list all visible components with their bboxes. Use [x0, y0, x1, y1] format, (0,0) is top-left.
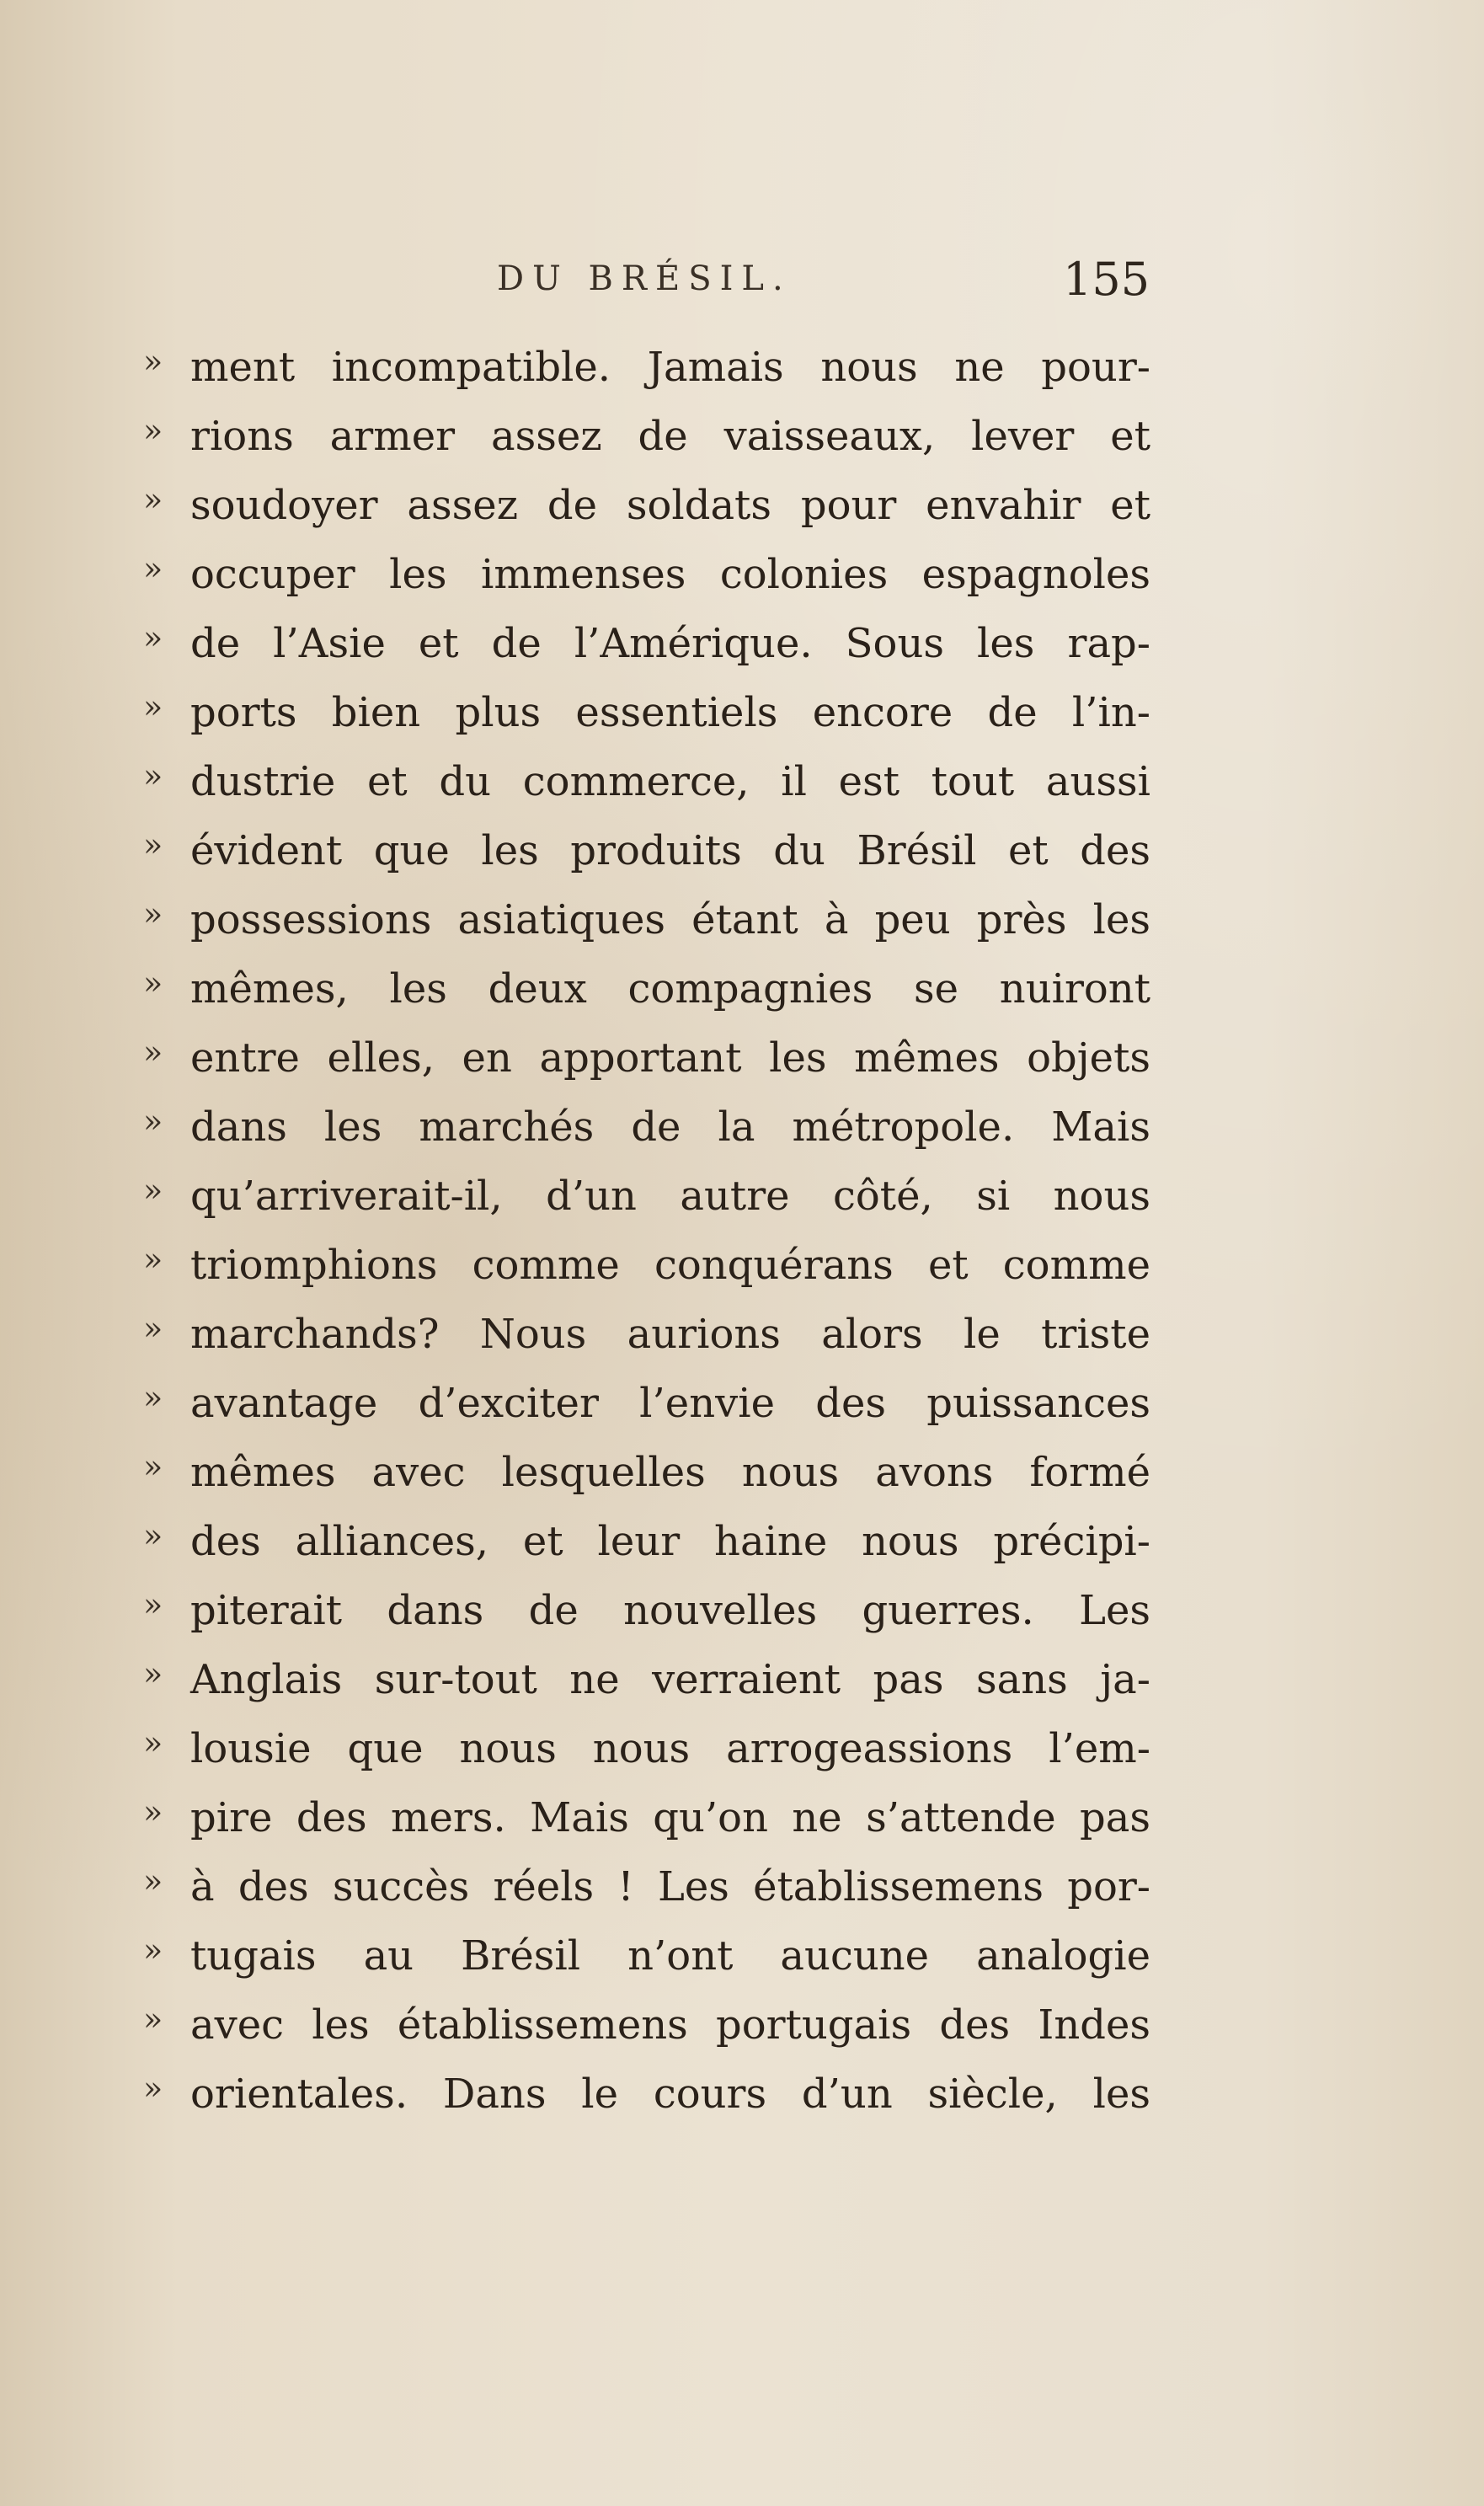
quote-mark: » [143, 1793, 163, 1830]
line-text: mêmes avec lesquelles nous avons formé [190, 1449, 1150, 1496]
text-line [143, 1714, 1154, 1783]
line-text: dans les marchés de la métropole. Mais [190, 1103, 1150, 1151]
line-text: mêmes, les deux compagnies se nuiront [190, 965, 1150, 1013]
quote-mark: » [143, 757, 163, 794]
text-line [143, 609, 1154, 678]
text-line [143, 333, 1154, 402]
text-line [143, 2060, 1154, 2129]
line-text: à des succès réels ! Les établissemens por- [190, 1863, 1150, 1910]
line-text: évident que les produits du Brésil et des [190, 827, 1150, 874]
line-text: ment incompatible. Jamais nous ne pour- [190, 344, 1150, 391]
quote-mark: » [143, 619, 163, 656]
text-line [143, 1783, 1154, 1852]
line-text: occuper les immenses colonies espagnoles [190, 551, 1150, 598]
quote-mark: » [143, 2070, 163, 2107]
text-line [143, 1093, 1154, 1162]
text-line [143, 1852, 1154, 1921]
line-text: des alliances, et leur haine nous précipi- [190, 1518, 1150, 1565]
quote-mark: » [143, 1103, 163, 1140]
line-text: marchands? Nous aurions alors le triste [190, 1311, 1150, 1358]
text-line [143, 1645, 1154, 1714]
page-header [0, 253, 1484, 320]
text-line [143, 1369, 1154, 1438]
text-line [143, 471, 1154, 540]
line-text: ports bien plus essentiels encore de l’in- [190, 689, 1150, 736]
quote-mark: » [143, 2001, 163, 2038]
quote-mark: » [143, 1310, 163, 1347]
quote-mark: » [143, 481, 163, 518]
line-text: tugais au Brésil n’ont aucune analogie [190, 1932, 1150, 1980]
quote-mark: » [143, 1724, 163, 1761]
body-text [143, 333, 1154, 2129]
quote-mark: » [143, 895, 163, 932]
quote-mark: » [143, 1172, 163, 1209]
quote-mark: » [143, 1448, 163, 1485]
text-line [143, 1576, 1154, 1645]
quote-mark: » [143, 1241, 163, 1278]
line-text: entre elles, en apportant les mêmes objets [190, 1034, 1150, 1082]
quote-mark: » [143, 550, 163, 587]
line-text: piterait dans de nouvelles guerres. Les [190, 1587, 1150, 1634]
quote-mark: » [143, 1932, 163, 1969]
line-text: avec les établissemens portugais des Indes [190, 2001, 1150, 2049]
quote-mark: » [143, 1655, 163, 1692]
quote-mark: » [143, 1034, 163, 1071]
quote-mark: » [143, 826, 163, 863]
text-line [143, 747, 1154, 816]
running-title: DU BRÉSIL. [497, 259, 792, 298]
text-line [143, 678, 1154, 747]
quote-mark: » [143, 343, 163, 380]
text-line [143, 1162, 1154, 1231]
line-text: triomphions comme conquérans et comme [190, 1242, 1150, 1289]
line-text: lousie que nous nous arrogeassions l’em- [190, 1725, 1150, 1772]
text-line [143, 816, 1154, 885]
text-line [143, 1300, 1154, 1369]
line-text: avantage d’exciter l’envie des puissances [190, 1380, 1150, 1427]
line-text: rions armer assez de vaisseaux, lever et [190, 413, 1150, 460]
line-text: soudoyer assez de soldats pour envahir et [190, 482, 1150, 529]
text-line [143, 1023, 1154, 1093]
page-number: 155 [1063, 253, 1150, 306]
text-line [143, 885, 1154, 954]
quote-mark: » [143, 964, 163, 1002]
text-line [143, 1438, 1154, 1507]
line-text: pire des mers. Mais qu’on ne s’attende pas [190, 1794, 1150, 1841]
text-line [143, 1990, 1154, 2060]
quote-mark: » [143, 412, 163, 449]
line-text: dustrie et du commerce, il est tout aussi [190, 758, 1150, 805]
text-line [143, 1921, 1154, 1990]
text-line [143, 1231, 1154, 1300]
line-text: de l’Asie et de l’Amérique. Sous les rap- [190, 620, 1150, 667]
quote-mark: » [143, 688, 163, 725]
line-text: Anglais sur-tout ne verraient pas sans ja- [190, 1656, 1150, 1703]
line-text: qu’arriverait-il, d’un autre côté, si nous [190, 1173, 1150, 1220]
line-text: possessions asiatiques étant à peu près les [190, 896, 1150, 943]
quote-mark: » [143, 1379, 163, 1416]
text-line [143, 402, 1154, 471]
line-text: orientales. Dans le cours d’un siècle, les [190, 2071, 1150, 2118]
text-line [143, 540, 1154, 609]
quote-mark: » [143, 1517, 163, 1554]
quote-mark: » [143, 1586, 163, 1623]
text-line [143, 954, 1154, 1023]
text-line [143, 1507, 1154, 1576]
quote-mark: » [143, 1862, 163, 1900]
